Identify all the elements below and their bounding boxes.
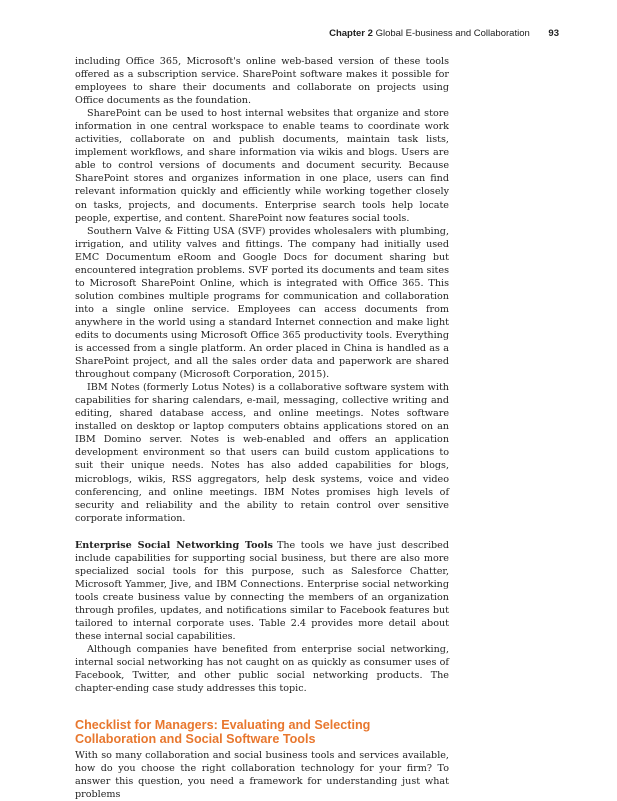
paragraph-svf-case: Southern Valve & Fitting USA (SVF) provides wholesalers with plumbing, irrigation, and utility valves and fittings. The company had initially used EMC Documentum eRoom and Google Docs for document sharing but encountered integration problems. SVF ported its documents and team sites to Microsoft SharePoint Online, which is integrated with Office 365. This solution combines multiple programs for communication and collaboration into a single online service. Employees can access documents from anywhere in the world using a standard Internet connection and make light edits to documents using Microsoft Office 365 productivity tools. Everything is accessed from a single platform. An order placed in China is handled as a SharePoint project, and all the sales order data and paperwork are shared throughout company (Microsoft Corporation, 2015). bbox=[75, 225, 449, 381]
running-header bbox=[329, 28, 559, 39]
page-number: 93 bbox=[548, 28, 559, 39]
paragraph-enterprise-social bbox=[75, 539, 449, 643]
paragraph-office365: including Office 365, Microsoft's online web-based version of these tools offered as a subscription service. SharePoint software makes it possible for employees to share their documents and collaborate on projects using Office documents as the foundation. bbox=[75, 56, 449, 107]
paragraph-sharepoint: SharePoint can be used to host internal websites that organize and store information in one central workspace to enable teams to coordinate work activities, collaborate on and publish documents, maintain task lists, implement workflows, and share information via wikis and blogs. Users are able to control versions of documents and document security. Because SharePoint stores and organizes information in one place, users can find relevant information quickly and efficiently while working together closely on tasks, projects, and documents. Enterprise search tools help locate people, expertise, and content. SharePoint now features social tools. bbox=[75, 108, 449, 224]
paragraph-checklist: With so many collaboration and social business tools and services available, how do you choose the right collaboration technology for your firm? To answer this question, you need a framework for understanding just what problems bbox=[75, 750, 449, 801]
page-body bbox=[75, 55, 449, 801]
paragraph-enterprise-social-text: The tools we have just described include capabilities for supporting social business, but there are also more specialized social tools for this purpose, such as Salesforce Chatter, Microsoft Yammer, Jive, and IBM Connections. Enterprise social networking tools create business value by connecting the members of an organization through profiles, updates, and notifications similar to Facebook features but tailored to internal corporate uses. Table 2.4 provides more detail about these internal social capabilities. bbox=[75, 539, 450, 643]
paragraph-ibm-notes: IBM Notes (formerly Lotus Notes) is a collaborative software system with capabilities for sharing calendars, e-mail, messaging, collective writing and editing, shared database access, and online meetings. Notes software installed on desktop or laptop computers obtains applications stored on an IBM Domino server. Notes is web-enabled and offers an application development environment so that users can build custom applications to suit their unique needs. Notes has also added capabilities for blogs, microblogs, wikis, RSS aggregators, help desk systems, voice and video conferencing, and online meetings. IBM Notes promises high levels of security and reliability and the ability to retain control over sensitive corporate information. bbox=[75, 382, 449, 524]
section-title: Checklist for Managers: Evaluating and Selecting Collaboration and Social Software Tools bbox=[75, 718, 371, 747]
chapter-title: Global E-business and Collaboration bbox=[375, 28, 530, 39]
paragraph-adoption: Although companies have benefited from enterprise social networking, internal social networking has not caught on as quickly as consumer uses of Facebook, Twitter, and other public social networking products. The chapter-ending case study addresses this topic. bbox=[75, 644, 449, 695]
chapter-label: Chapter 2 bbox=[329, 28, 373, 39]
run-in-heading: Enterprise Social Networking Tools bbox=[75, 539, 273, 551]
